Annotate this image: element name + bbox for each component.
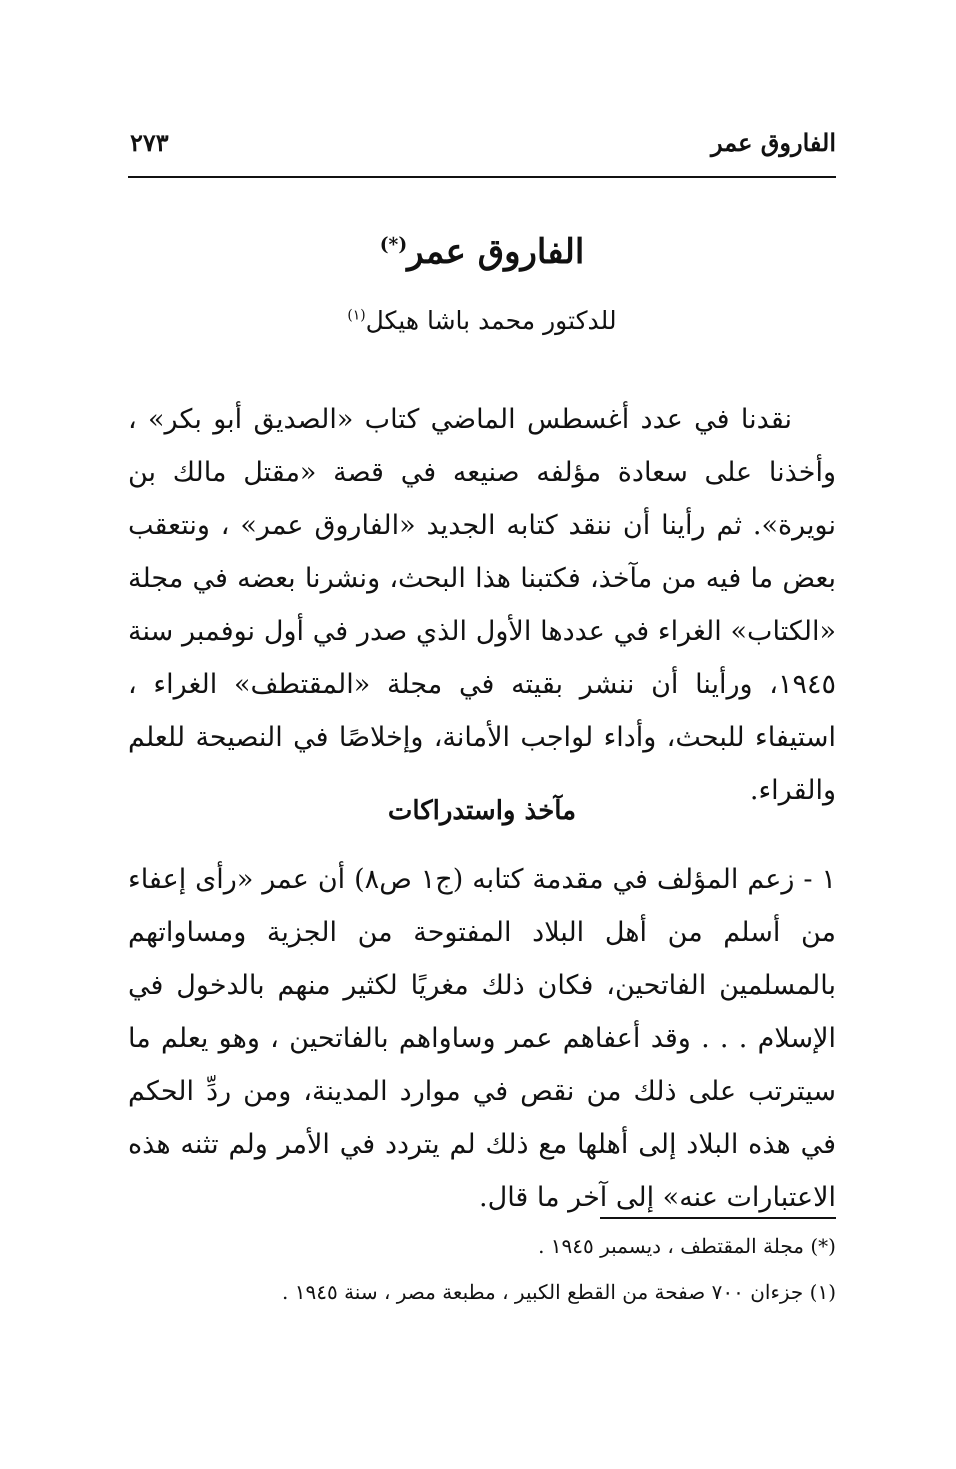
header-divider [128, 176, 836, 178]
section-paragraph: ١ - زعم المؤلف في مقدمة كتابه (ج١ ص٨) أن عمر «رأى إعفاء من أسلم من أهل البلاد المفتوحة من الجزية ومساواتهم بالمسلمين الفاتحين، فكان ذلك مغريًا لكثير منهم بالدخول في الإسلام . . . وقد أعفاهم عمر وساواهم بالفاتحين ، وهو يعلم ما سيترتب على ذلك من نقص في موارد المدينة، ومن ردِّ الحكم في هذه البلاد إلى أهلها مع ذلك لم يتردد في الأمر ولم تثنه هذه الاعتبارات عنه» إلى آخر ما قال. [128, 864, 836, 1213]
footnote-1: (١) جزءان ٧٠٠ صفحة من القطع الكبير ، مطبعة مصر ، سنة ١٩٤٥ . [282, 1280, 836, 1304]
title-footnote-mark: (*) [379, 233, 408, 256]
section-heading: مآخذ واستدراكات [387, 796, 577, 826]
byline [128, 306, 836, 335]
intro-paragraph: نقدنا في عدد أغسطس الماضي كتاب «الصديق أبو بكر» ، وأخذنا على سعادة مؤلفه صنيعه في قصة «مقتل مالك بن نويرة». ثم رأينا أن ننقد كتابه الجديد «الفاروق عمر» ، ونتعقب بعض ما فيه من مآخذ، فكتبنا هذا البحث، ونشرنا بعضه في مجلة «الكتاب» الغراء في عددها الأول الذي صدر في أول نوفمبر سنة ١٩٤٥، ورأينا أن ننشر بقيته في مجلة «المقتطف» الغراء ، استيفاء للبحث، وأداء لواجب الأمانة، وإخلاصًا في النصيحة للعلم والقراء. [128, 404, 836, 806]
byline-footnote-mark: (١) [347, 307, 366, 324]
byline-text: للدكتور محمد باشا هيكل [365, 306, 617, 335]
article-title [128, 232, 836, 272]
page-number: ٢٧٣ [130, 128, 169, 157]
article-title-text: الفاروق عمر [407, 232, 585, 272]
running-header [128, 124, 836, 168]
footnote-star: (*) مجلة المقتطف ، ديسمبر ١٩٤٥ . [538, 1234, 836, 1258]
running-title: الفاروق عمر [710, 128, 836, 157]
footnote-divider [600, 1217, 836, 1219]
